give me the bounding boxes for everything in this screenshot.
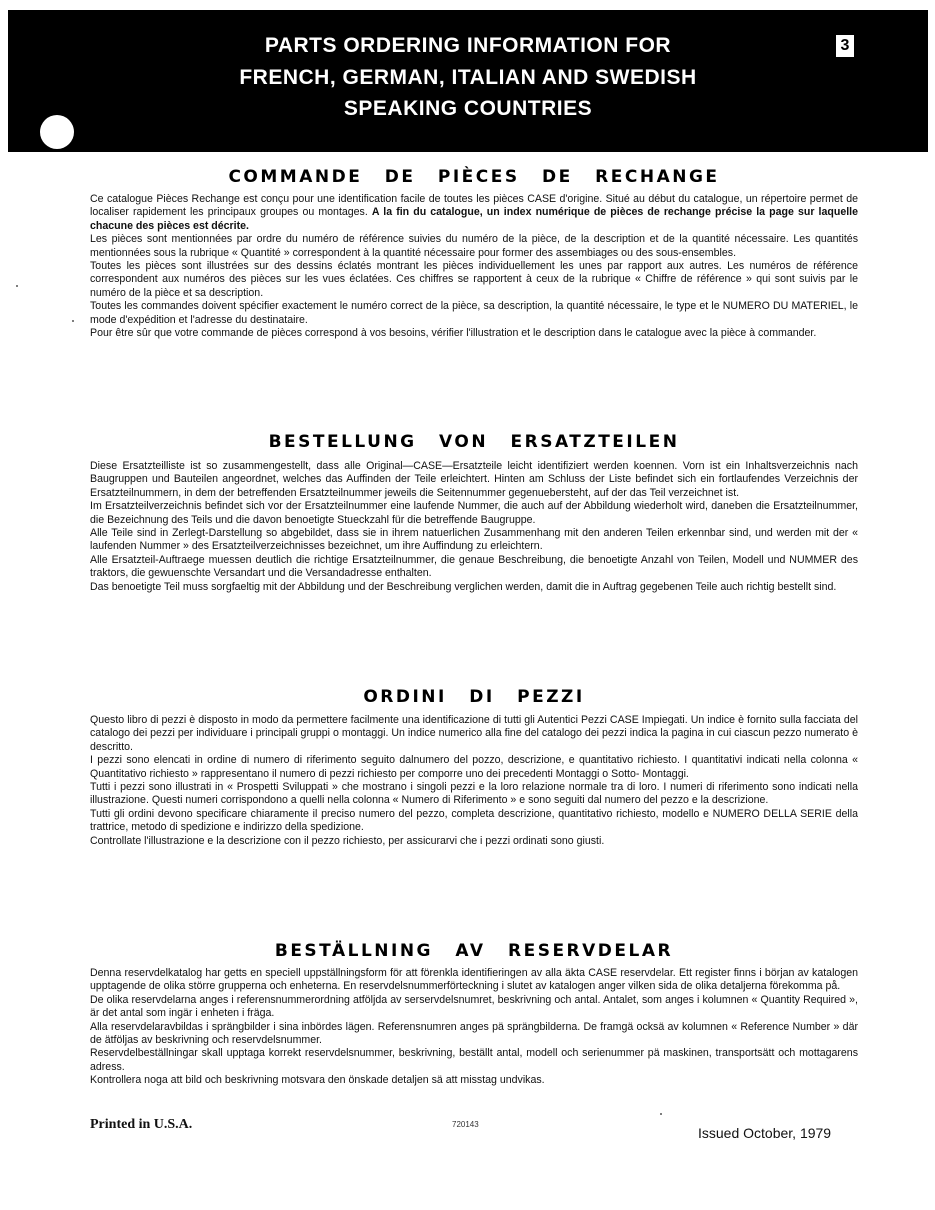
section-title-italian: ORDINI DI PEZZI — [363, 687, 585, 707]
section-title-german: BESTELLUNG VON ERSATZTEILEN — [268, 432, 680, 452]
footer-issued-date: Issued October, 1979 — [698, 1125, 832, 1141]
section-title-french: COMMANDE DE PIÈCES DE RECHANGE — [228, 167, 720, 187]
header-title-line-2: FRENCH, GERMAN, ITALIAN AND SWEDISH — [239, 66, 697, 89]
scan-speck — [72, 320, 74, 322]
paragraph: I pezzi sono elencati in ordine di numero di riferimento seguito dalnumero del pozzo, descrizione, e quantitativo richiesto. I quantitativi indicati nella colonna « Quantitativo richiesto » rappresentano il numero di pezzi richiesto per comporre uno dei precedenti Montaggi o Sotto- Montaggi. — [90, 754, 858, 780]
binder-hole-icon — [40, 115, 74, 149]
paragraph: Das benoetigte Teil muss sorgfaeltig mit der Abbildung und der Beschreibung verglichen werden, damit die in Auftrag gegebenen Teile auch richtig bestellt sind. — [90, 580, 837, 593]
page-header-banner — [8, 10, 928, 152]
scan-speck — [16, 285, 18, 287]
paragraph: Toutes les commandes doivent spécifier exactement le numéro correct de la pièce, sa description, la quantité nécessaire, le type et le NUMERO DU MATERIEL, le mode d'expédition et l'adresse du destinataire. — [90, 300, 858, 326]
header-title-line-1: PARTS ORDERING INFORMATION FOR — [264, 34, 672, 57]
section-body-swedish — [90, 967, 858, 1088]
section-body-italian — [90, 714, 858, 848]
paragraph: Kontrollera noga att bild och beskrivning motsvara den önskade detaljen sä att misstag undvikas. — [90, 1074, 545, 1087]
paragraph: Controllate l'illustrazione e la descrizione con il pezzo richiesto, per assicurarvi che i pezzi ordinati sono giusti. — [90, 834, 605, 847]
section-body-french — [90, 193, 858, 340]
paragraph: Pour être sûr que votre commande de pièces correspond à vos besoins, vérifier l'illustration et le description dans le catalogue avec la pièce à commander. — [90, 327, 817, 340]
paragraph: Im Ersatzteilverzeichnis befindet sich vor der Ersatzteilnummer eine laufende Nummer, die auch auf der Abbildung wiederholt wird, daneben die Ersatzteilnummer, die Bezeichnung des Teils und die davon benoetigte Stueckzahl für die betreffende Baugruppe. — [90, 500, 858, 526]
footer-printed-in: Printed in U.S.A. — [90, 1117, 193, 1132]
paragraph: Alle Teile sind in Zerlegt-Darstellung so abgebildet, dass sie in ihrem natuerlichen Zusammenhang mit den anderen Teilen erkennbar sind, und werden mit der « laufenden Nummer » des Ersatzteilverzeichnisses bezeichnet, um ihre Auffindung zu erleichtern. — [90, 527, 858, 553]
paragraph: Alle Ersatzteil-Auftraege muessen deutlich die richtige Ersatzteilnummer, die genaue Beschreibung, die benoetigte Anzahl von Teilen, Modell und NUMMER des traktors, die gewuenschte Versandart und die Versandadresse enthalten. — [90, 553, 858, 580]
paragraph: Tutti i pezzi sono illustrati in « Prospetti Sviluppati » che mostrano i singoli pezzi e la loro relazione normale tra di loro. I numeri di riferimento sono indicati nella illustrazione. Questi numeri corrispondono a quelli nella colonna « Numero di Riferimento » e sono seguiti dal numero del pezzo e la descrizione. — [90, 781, 858, 807]
paragraph: Reservdelbeställningar skall upptaga korrekt reservdelsnummer, beskrivning, beställt antal, modell och serienummer pä maskinen, transportsätt och mottagarens adress. — [90, 1047, 858, 1073]
scan-speck — [660, 1113, 662, 1115]
paragraph: Diese Ersatzteilliste ist so zusammengestellt, dass alle Original—CASE—Ersatzteile leicht identifiziert werden koennen. Vorn ist ein Inhaltsverzeichnis nach Baugruppen und Bauteilen angeordnet, welches das Auffinden der Teile erleichtert. Hinten am Schluss der Liste befindet sich ein fortlaufendes Verzeichnis der Ersatzteilnummern, in dem der betreffenden Ersatzteilnummer jeweils die Seitennummer gegenuebersteht, auf der das Teil verzeichnet ist. — [90, 460, 858, 499]
paragraph: De olika reservdelarna anges i referensnummerordning atföljda av serservdelsnumret, beskrivning och antal. Antalet, som anges i kolumnen « Quantity Required », är det antal som ingär i enheten i fräga. — [90, 993, 858, 1020]
header-title-line-3: SPEAKING COUNTRIES — [343, 97, 593, 120]
paragraph: Tutti gli ordini devono specificare chiaramente il preciso numero del pezzo, completa descrizione, quantitativo richiesto, modello e NUMERO DELLA SERIE della trattrice, metodo di spedizione e indirizzo della spedizione. — [90, 807, 858, 834]
paragraph: Les pièces sont mentionnées par ordre du numéro de référence suivies du numéro de la pièce, de la description et de la quantité nécessaire. Les quantités mentionnées sous la rubrique « Quantité » correspondent à la quantité nécessaire pour former des assembiages ou des sous-ensembles. — [90, 233, 858, 259]
section-body-german — [90, 460, 858, 594]
paragraph: Questo libro di pezzi è disposto in modo da permettere facilmente una identificazione di tutti gli Autentici Pezzi CASE Impiegati. Un indice è fornito sulla facciata del catalogo dei pezzi per individuare i principali gruppi o montaggi. Un indice numerico alla fine del catalogo dei pezzi indica la pagina in cui ciascun pezzo numerato è descritto. — [90, 714, 858, 753]
footer-document-code: 720143 — [452, 1120, 479, 1129]
paragraph: Alla reservdelaravbildas i sprängbilder i sina inbördes lägen. Referensnumren anges pä sprängbilderna. De framgä ocksä av kolumnen « Reference Number » där de ätföljas av beskrivning och reservdelsnummer. — [90, 1020, 858, 1047]
page-number-badge: 3 — [836, 35, 854, 57]
section-title-swedish: BESTÄLLNING AV RESERVDELAR — [274, 941, 674, 961]
paragraph: Ce catalogue Pièces Rechange est conçu pour une identification facile de toutes les pièces CASE d'origine. Situé au début du catalogue, un répertoire permet de localiser rapidement les principaux groupes ou montages. A la fin du catalogue, un index numérique de pièces de rechange précise la page sur laquelle chacune des pièces est décrite. — [90, 193, 858, 232]
paragraph: Denna reservdelkatalog har getts en speciell uppställningsform för att förenkla identifieringen av alla äkta CASE reservdelar. Ett register finns i början av katalogen upptagende de olika större grupperna och enheterna. En reservdelsnummerförteckning i slutet av katalogen anger vilken sida de olika detaljerna förekomma på. — [90, 967, 858, 993]
paragraph: Toutes les pièces sont illustrées sur des dessins éclatés montrant les pièces individuellement les unes par rapport aux autres. Les numéros de référence correspondent aux numéros des pièces sur les vues éclatées. Ces chiffres se rapportent à ceux de la rubrique « Chiffre de référence » qui sont suivis par le numéro de la pièce et sa description. — [90, 260, 858, 299]
